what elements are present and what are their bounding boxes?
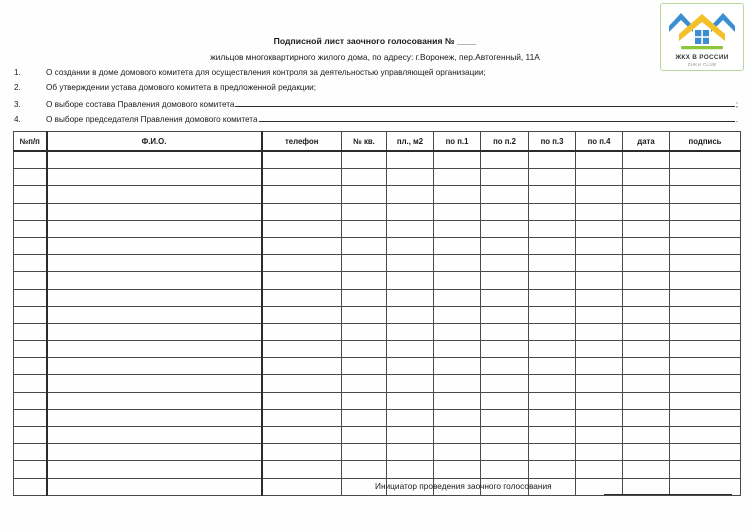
table-cell-sign[interactable] (670, 289, 741, 306)
table-cell-num[interactable] (14, 186, 47, 203)
table-cell-apt[interactable] (342, 237, 387, 254)
table-cell-phone[interactable] (262, 289, 342, 306)
table-cell-p2[interactable] (481, 186, 529, 203)
table-cell-sign[interactable] (670, 255, 741, 272)
agenda-item-text: О выборе состава Правления домового комитета (46, 100, 235, 109)
table-cell-date[interactable] (623, 151, 670, 169)
table-header-p2: по п.2 (481, 132, 529, 152)
table-cell-num[interactable] (14, 272, 47, 289)
table-row (14, 203, 741, 220)
table-cell-p2[interactable] (481, 409, 529, 426)
table-cell-date[interactable] (623, 427, 670, 444)
agenda-item-2 (14, 83, 738, 98)
table-cell-fio[interactable] (47, 203, 262, 220)
table-cell-p2[interactable] (481, 203, 529, 220)
agenda-item-text: О выборе председателя Правления домового комитета (46, 114, 258, 124)
table-cell-p2[interactable] (481, 151, 529, 169)
table-cell-p2[interactable] (481, 220, 529, 237)
table-cell-fio[interactable] (47, 186, 262, 203)
table-cell-p4[interactable] (576, 237, 623, 254)
table-cell-fio[interactable] (47, 375, 262, 392)
table-cell-num[interactable] (14, 151, 47, 169)
table-cell-date[interactable] (623, 203, 670, 220)
table-cell-sign[interactable] (670, 444, 741, 461)
table-cell-area[interactable] (387, 409, 434, 426)
table-cell-area[interactable] (387, 427, 434, 444)
table-cell-p4[interactable] (576, 289, 623, 306)
table-cell-p3[interactable] (529, 461, 576, 478)
table-cell-fio[interactable] (47, 306, 262, 323)
table-cell-area[interactable] (387, 461, 434, 478)
table-cell-date[interactable] (623, 409, 670, 426)
table-cell-date[interactable] (623, 461, 670, 478)
table-header-sign: подпись (670, 132, 741, 152)
table-cell-sign[interactable] (670, 409, 741, 426)
table-cell-phone[interactable] (262, 341, 342, 358)
table-cell-date[interactable] (623, 358, 670, 375)
table-row (14, 444, 741, 461)
agenda-item-text: Об утверждении устава домового комитета в предложенной редакции; (46, 82, 317, 92)
table-cell-p4[interactable] (576, 478, 623, 495)
table-cell-date[interactable] (623, 323, 670, 340)
table-header-p3: по п.3 (529, 132, 576, 152)
table-cell-num[interactable] (14, 237, 47, 254)
table-cell-p1[interactable] (434, 186, 481, 203)
table-cell-phone[interactable] (262, 169, 342, 186)
table-cell-fio[interactable] (47, 392, 262, 409)
table-row (14, 392, 741, 409)
table-cell-p4[interactable] (576, 375, 623, 392)
table-row (14, 186, 741, 203)
table-cell-sign[interactable] (670, 461, 741, 478)
table-cell-sign[interactable] (670, 375, 741, 392)
table-cell-fio[interactable] (47, 255, 262, 272)
table-cell-p3[interactable] (529, 427, 576, 444)
table-row (14, 461, 741, 478)
table-cell-p4[interactable] (576, 255, 623, 272)
table-header-p1: по п.1 (434, 132, 481, 152)
table-cell-fio[interactable] (47, 289, 262, 306)
table-cell-date[interactable] (623, 341, 670, 358)
agenda-item-trailing: ; (735, 100, 738, 109)
table-row (14, 289, 741, 306)
table-header-area: пл., м2 (387, 132, 434, 152)
table-cell-apt[interactable] (342, 392, 387, 409)
table-cell-p3[interactable] (529, 341, 576, 358)
table-cell-apt[interactable] (342, 375, 387, 392)
table-cell-phone[interactable] (262, 203, 342, 220)
table-cell-num[interactable] (14, 323, 47, 340)
table-cell-p2[interactable] (481, 461, 529, 478)
table-cell-apt[interactable] (342, 306, 387, 323)
table-cell-num[interactable] (14, 289, 47, 306)
table-cell-p4[interactable] (576, 341, 623, 358)
table-cell-apt[interactable] (342, 186, 387, 203)
table-cell-sign[interactable] (670, 358, 741, 375)
table-cell-p4[interactable] (576, 409, 623, 426)
table-cell-p3[interactable] (529, 272, 576, 289)
agenda-item-number: 1. (14, 68, 21, 77)
table-cell-fio[interactable] (47, 427, 262, 444)
table-cell-phone[interactable] (262, 409, 342, 426)
table-header-apt: № кв. (342, 132, 387, 152)
table-cell-p1[interactable] (434, 237, 481, 254)
table-cell-fio[interactable] (47, 220, 262, 237)
table-cell-area[interactable] (387, 306, 434, 323)
table-cell-date[interactable] (623, 255, 670, 272)
table-cell-phone[interactable] (262, 392, 342, 409)
table-cell-fio[interactable] (47, 461, 262, 478)
table-cell-apt[interactable] (342, 151, 387, 169)
table-header-num: №п/п (14, 132, 47, 152)
table-header-p4: по п.4 (576, 132, 623, 152)
table-cell-fio[interactable] (47, 237, 262, 254)
table-row (14, 341, 741, 358)
table-cell-sign[interactable] (670, 306, 741, 323)
table-cell-phone[interactable] (262, 220, 342, 237)
table-cell-p1[interactable] (434, 427, 481, 444)
table-row (14, 409, 741, 426)
table-cell-fio[interactable] (47, 478, 262, 495)
table-cell-sign[interactable] (670, 151, 741, 169)
table-cell-apt[interactable] (342, 203, 387, 220)
table-cell-sign[interactable] (670, 220, 741, 237)
table-cell-date[interactable] (623, 392, 670, 409)
table-row (14, 272, 741, 289)
table-row (14, 255, 741, 272)
table-cell-num[interactable] (14, 306, 47, 323)
table-cell-p3[interactable] (529, 237, 576, 254)
table-cell-p1[interactable] (434, 289, 481, 306)
table-cell-p2[interactable] (481, 323, 529, 340)
table-cell-p1[interactable] (434, 323, 481, 340)
table-cell-apt[interactable] (342, 409, 387, 426)
table-cell-num[interactable] (14, 358, 47, 375)
table-cell-p3[interactable] (529, 289, 576, 306)
table-cell-p1[interactable] (434, 151, 481, 169)
agenda-item-number: 4. (14, 114, 21, 124)
table-cell-date[interactable] (623, 478, 670, 495)
table-cell-p2[interactable] (481, 358, 529, 375)
initiator-label: Инициатор проведения заочного голосования (375, 481, 552, 491)
table-cell-p3[interactable] (529, 306, 576, 323)
table-cell-p3[interactable] (529, 358, 576, 375)
table-cell-p1[interactable] (434, 306, 481, 323)
table-cell-p4[interactable] (576, 186, 623, 203)
agenda-item-text: О создании в доме домового комитета для осуществления контроля за деятельностью управляющей организации; (46, 68, 486, 77)
table-cell-sign[interactable] (670, 186, 741, 203)
table-cell-fio[interactable] (47, 409, 262, 426)
table-cell-apt[interactable] (342, 289, 387, 306)
table-cell-num[interactable] (14, 220, 47, 237)
table-cell-num[interactable] (14, 169, 47, 186)
table-cell-fio[interactable] (47, 358, 262, 375)
table-cell-p4[interactable] (576, 427, 623, 444)
table-cell-date[interactable] (623, 306, 670, 323)
table-cell-sign[interactable] (670, 203, 741, 220)
table-cell-p4[interactable] (576, 220, 623, 237)
table-cell-phone[interactable] (262, 478, 342, 495)
initiator-signature-line[interactable] (604, 494, 732, 495)
table-cell-area[interactable] (387, 375, 434, 392)
table-row (14, 427, 741, 444)
table-cell-sign[interactable] (670, 323, 741, 340)
table-cell-apt[interactable] (342, 341, 387, 358)
table-row (14, 306, 741, 323)
table-cell-p1[interactable] (434, 341, 481, 358)
agenda-item-1 (14, 68, 738, 83)
table-cell-apt[interactable] (342, 272, 387, 289)
table-cell-apt[interactable] (342, 169, 387, 186)
table-cell-p2[interactable] (481, 255, 529, 272)
table-cell-fio[interactable] (47, 169, 262, 186)
table-cell-p4[interactable] (576, 358, 623, 375)
table-header-phone: телефон (262, 132, 342, 152)
table-cell-area[interactable] (387, 444, 434, 461)
table-cell-apt[interactable] (342, 427, 387, 444)
table-cell-area[interactable] (387, 392, 434, 409)
table-cell-p4[interactable] (576, 444, 623, 461)
table-cell-area[interactable] (387, 169, 434, 186)
table-cell-p2[interactable] (481, 427, 529, 444)
table-cell-num[interactable] (14, 444, 47, 461)
table-cell-date[interactable] (623, 272, 670, 289)
table-cell-num[interactable] (14, 461, 47, 478)
table-cell-p4[interactable] (576, 323, 623, 340)
table-cell-p4[interactable] (576, 392, 623, 409)
agenda-fill-line[interactable] (235, 97, 734, 107)
table-cell-p3[interactable] (529, 409, 576, 426)
table-cell-sign[interactable] (670, 478, 741, 495)
table-cell-p3[interactable] (529, 392, 576, 409)
table-cell-p3[interactable] (529, 203, 576, 220)
table-header-date: дата (623, 132, 670, 152)
agenda-item-number: 3. (14, 100, 21, 109)
table-cell-sign[interactable] (670, 169, 741, 186)
table-cell-p2[interactable] (481, 375, 529, 392)
table-row (14, 151, 741, 169)
table-cell-p4[interactable] (576, 203, 623, 220)
table-cell-num[interactable] (14, 255, 47, 272)
table-cell-num[interactable] (14, 478, 47, 495)
table-cell-apt[interactable] (342, 255, 387, 272)
table-cell-p3[interactable] (529, 169, 576, 186)
table-cell-num[interactable] (14, 341, 47, 358)
table-cell-p3[interactable] (529, 220, 576, 237)
table-cell-p1[interactable] (434, 272, 481, 289)
table-cell-p3[interactable] (529, 151, 576, 169)
table-cell-p1[interactable] (434, 461, 481, 478)
table-cell-sign[interactable] (670, 427, 741, 444)
table-cell-p3[interactable] (529, 255, 576, 272)
table-row (14, 169, 741, 186)
table-cell-fio[interactable] (47, 323, 262, 340)
table-cell-p4[interactable] (576, 169, 623, 186)
table-cell-phone[interactable] (262, 237, 342, 254)
table-cell-num[interactable] (14, 392, 47, 409)
table-row (14, 237, 741, 254)
table-cell-date[interactable] (623, 289, 670, 306)
agenda-item-number: 2. (14, 82, 21, 92)
table-cell-p2[interactable] (481, 392, 529, 409)
table-cell-sign[interactable] (670, 272, 741, 289)
logo-caption: ЖКХ В РОССИИ (675, 53, 729, 61)
table-cell-p4[interactable] (576, 272, 623, 289)
table-cell-phone[interactable] (262, 444, 342, 461)
table-cell-phone[interactable] (262, 461, 342, 478)
table-cell-num[interactable] (14, 409, 47, 426)
table-cell-phone[interactable] (262, 151, 342, 169)
table-cell-phone[interactable] (262, 358, 342, 375)
table-cell-phone[interactable] (262, 255, 342, 272)
agenda-list (14, 68, 738, 126)
table-cell-date[interactable] (623, 237, 670, 254)
agenda-fill-line[interactable] (259, 112, 735, 122)
table-row (14, 220, 741, 237)
table-cell-fio[interactable] (47, 341, 262, 358)
table-cell-area[interactable] (387, 323, 434, 340)
agenda-item-3 (14, 97, 738, 112)
table-cell-p1[interactable] (434, 220, 481, 237)
table-cell-p3[interactable] (529, 323, 576, 340)
table-cell-fio[interactable] (47, 444, 262, 461)
table-cell-apt[interactable] (342, 220, 387, 237)
page-title: Подписной лист заочного голосования № ____ (273, 36, 477, 46)
table-cell-p1[interactable] (434, 358, 481, 375)
table-cell-p3[interactable] (529, 375, 576, 392)
table-cell-p4[interactable] (576, 306, 623, 323)
table-cell-p1[interactable] (434, 169, 481, 186)
table-cell-apt[interactable] (342, 461, 387, 478)
table-cell-p1[interactable] (434, 444, 481, 461)
table-cell-area[interactable] (387, 151, 434, 169)
table-cell-area[interactable] (387, 272, 434, 289)
table-cell-area[interactable] (387, 220, 434, 237)
table-cell-area[interactable] (387, 289, 434, 306)
table-cell-p3[interactable] (529, 444, 576, 461)
table-cell-date[interactable] (623, 444, 670, 461)
table-cell-phone[interactable] (262, 375, 342, 392)
table-cell-date[interactable] (623, 375, 670, 392)
table-cell-num[interactable] (14, 203, 47, 220)
table-cell-p1[interactable] (434, 392, 481, 409)
table-cell-p2[interactable] (481, 306, 529, 323)
table-cell-apt[interactable] (342, 444, 387, 461)
table-cell-phone[interactable] (262, 272, 342, 289)
table-cell-area[interactable] (387, 237, 434, 254)
table-cell-p2[interactable] (481, 289, 529, 306)
table-cell-apt[interactable] (342, 323, 387, 340)
page-subtitle: жильцов многоквартирного жилого дома, по адресу: г.Воронеж, пер.Автогенный, 11А (210, 52, 540, 62)
table-cell-p4[interactable] (576, 461, 623, 478)
table-cell-fio[interactable] (47, 272, 262, 289)
table-row (14, 375, 741, 392)
agenda-item-4 (14, 112, 738, 127)
table-cell-p2[interactable] (481, 444, 529, 461)
table-cell-p3[interactable] (529, 186, 576, 203)
table-cell-p2[interactable] (481, 169, 529, 186)
table-cell-sign[interactable] (670, 341, 741, 358)
table-cell-date[interactable] (623, 220, 670, 237)
table-cell-sign[interactable] (670, 237, 741, 254)
table-cell-num[interactable] (14, 427, 47, 444)
table-cell-area[interactable] (387, 255, 434, 272)
table-cell-p2[interactable] (481, 341, 529, 358)
table-cell-p1[interactable] (434, 203, 481, 220)
table-cell-phone[interactable] (262, 427, 342, 444)
table-header-fio: Ф.И.О. (47, 132, 262, 152)
table-cell-area[interactable] (387, 186, 434, 203)
signature-table (13, 131, 741, 496)
table-cell-date[interactable] (623, 186, 670, 203)
table-cell-p2[interactable] (481, 237, 529, 254)
table-cell-apt[interactable] (342, 358, 387, 375)
agenda-item-trailing: . (735, 114, 738, 124)
table-cell-p2[interactable] (481, 272, 529, 289)
table-cell-area[interactable] (387, 358, 434, 375)
table-cell-phone[interactable] (262, 306, 342, 323)
table-cell-p1[interactable] (434, 255, 481, 272)
table-cell-phone[interactable] (262, 186, 342, 203)
table-cell-fio[interactable] (47, 151, 262, 169)
table-cell-area[interactable] (387, 341, 434, 358)
table-cell-area[interactable] (387, 203, 434, 220)
table-cell-date[interactable] (623, 169, 670, 186)
table-row (14, 358, 741, 375)
table-cell-p1[interactable] (434, 375, 481, 392)
logo-subcaption: ZHKH CLUB (687, 62, 717, 68)
table-header-row (14, 132, 741, 152)
table-cell-phone[interactable] (262, 323, 342, 340)
table-cell-sign[interactable] (670, 392, 741, 409)
table-cell-p4[interactable] (576, 151, 623, 169)
table-cell-num[interactable] (14, 375, 47, 392)
table-row (14, 323, 741, 340)
table-cell-p1[interactable] (434, 409, 481, 426)
